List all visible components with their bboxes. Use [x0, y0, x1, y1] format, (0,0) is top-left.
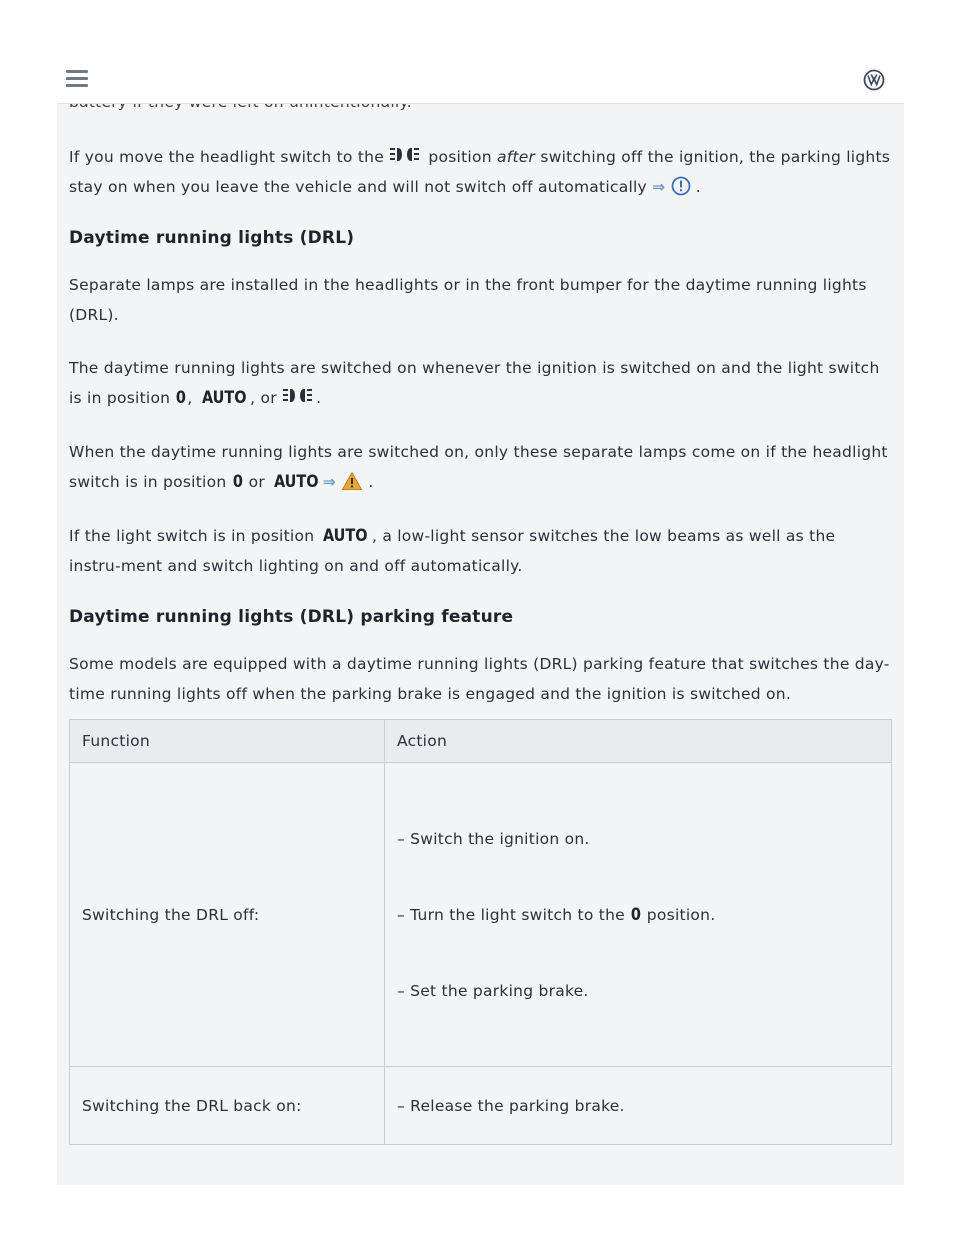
- paragraph-parking-lights: If you move the headlight switch to the position after switching off the ignition, the parking lights stay on when you leave the vehicle and will not switch off automatically ⇒ .: [69, 148, 891, 196]
- parking-light-icon: [389, 146, 423, 166]
- position-auto-symbol: AUTO: [201, 388, 247, 408]
- heading-drl-parking: Daytime running lights (DRL) parking feature: [69, 607, 514, 627]
- function-table: [69, 719, 892, 1145]
- hamburger-menu-icon[interactable]: [66, 70, 88, 90]
- action-step: – Switch the ignition on.: [397, 829, 590, 848]
- paragraph-separate-lamps-position: When the daytime running lights are switched on, only these separate lamps come on if the headlight switch is in position 0 or AUTO ⇒ .: [69, 437, 891, 497]
- paragraph-parking-feature: Some models are equipped with a daytime running lights (DRL) parking feature that switches the day-time running lights off when the parking brake is engaged and the ignition is switched on.: [69, 655, 890, 703]
- action-step: – Turn the light switch to the 0 position.: [385, 880, 891, 950]
- paragraph-separate-lamps: Separate lamps are installed in the headlights or in the front bumper for the daytime running lights (DRL).: [69, 276, 867, 324]
- action-cell: [385, 763, 892, 1067]
- header-function: Function: [70, 720, 385, 763]
- table-row: [70, 1067, 892, 1145]
- paragraph-drl-on: The daytime running lights are switched on whenever the ignition is switched on and the light switch is in position 0, AUTO , or .: [69, 353, 891, 413]
- position-zero-symbol: 0: [232, 472, 243, 492]
- function-cell: Switching the DRL back on:: [70, 1067, 385, 1145]
- table-row: [70, 763, 892, 1067]
- heading-drl: Daytime running lights (DRL): [69, 228, 355, 248]
- action-step: – Set the parking brake.: [397, 981, 589, 1000]
- action-cell: – Release the parking brake.: [385, 1067, 892, 1145]
- header-action: Action: [385, 720, 892, 763]
- paragraph-auto-sensor: If the light switch is in position AUTO , a low-light sensor switches the low beams as well as the instru-ment and switch lighting on and off automatically.: [69, 521, 891, 581]
- caution-link[interactable]: ⇒: [322, 473, 336, 491]
- top-bar: [57, 56, 904, 104]
- warning-triangle-icon: [341, 471, 363, 491]
- manual-page: [57, 56, 904, 1185]
- parking-light-icon: [282, 387, 316, 407]
- position-auto-symbol: AUTO: [323, 526, 369, 546]
- table-header-row: [70, 720, 892, 763]
- notice-icon: [671, 176, 691, 196]
- volkswagen-logo-icon[interactable]: [863, 69, 885, 91]
- position-zero-symbol: 0: [630, 904, 641, 925]
- function-cell: Switching the DRL off:: [70, 763, 385, 1067]
- position-auto-symbol: AUTO: [274, 472, 319, 492]
- position-zero-symbol: 0: [176, 388, 187, 408]
- warning-link[interactable]: ⇒: [652, 178, 666, 196]
